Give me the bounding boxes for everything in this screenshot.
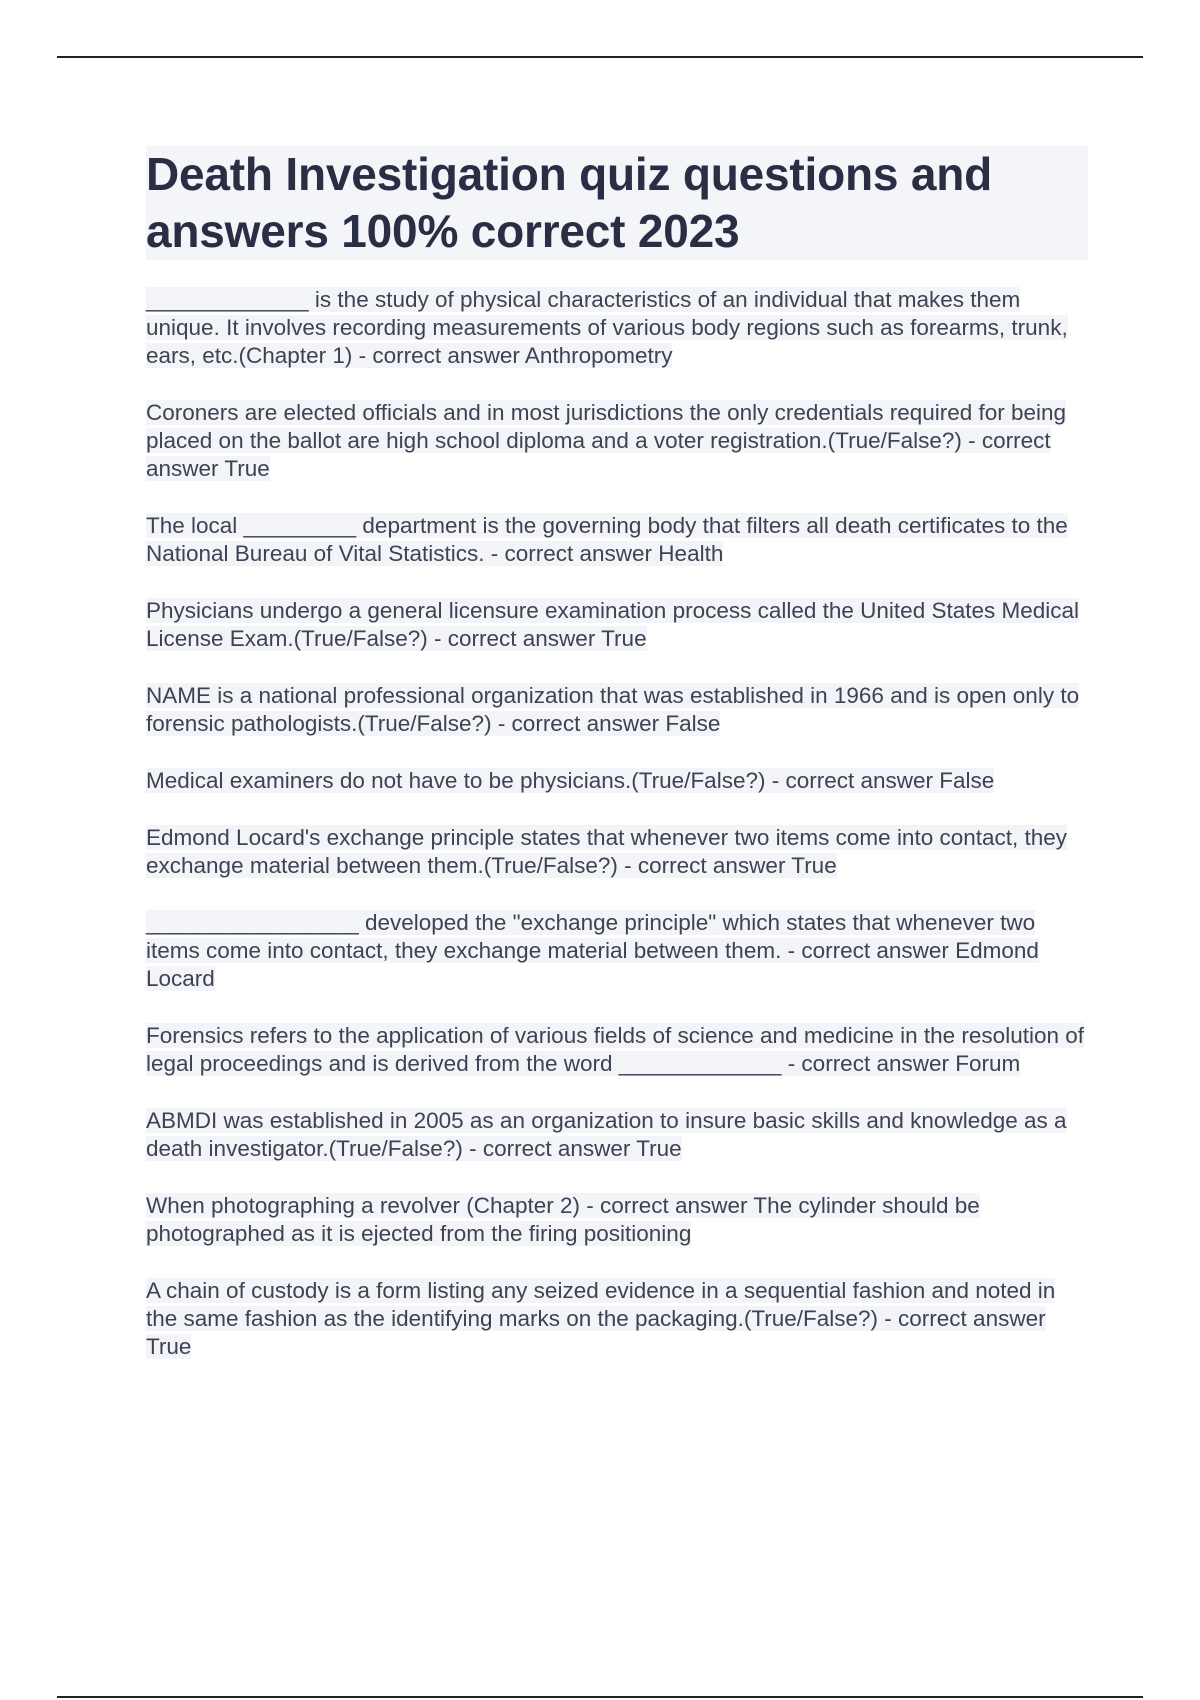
qa-list — [146, 286, 1088, 1361]
qa-item — [146, 399, 1088, 483]
qa-text: Edmond Locard's exchange principle states that whenever two items come into contact, they exchange material between them.(True/False?) - correct answer True — [146, 825, 1068, 878]
qa-text: A chain of custody is a form listing any seized evidence in a sequential fashion and noted in the same fashion as the identifying marks on the packaging.(True/False?) - correct answer True — [146, 1278, 1056, 1359]
document-title: Death Investigation quiz questions and answers 100% correct 2023 — [146, 146, 1088, 260]
qa-text: NAME is a national professional organization that was established in 1966 and is open only to forensic pathologists.(True/False?) - correct answer False — [146, 683, 1080, 736]
document-body — [146, 146, 1088, 1390]
top-rule — [57, 56, 1143, 58]
qa-item — [146, 824, 1088, 880]
qa-item — [146, 1277, 1088, 1361]
qa-text: Medical examiners do not have to be physicians.(True/False?) - correct answer False — [146, 768, 995, 793]
qa-item — [146, 597, 1088, 653]
qa-text: The local _________ department is the governing body that filters all death certificates to the National Bureau of Vital Statistics. - correct answer Health — [146, 513, 1068, 566]
qa-text: Forensics refers to the application of various fields of science and medicine in the resolution of legal proceedings and is derived from the word _____________ - correct answer Forum — [146, 1023, 1085, 1076]
qa-item — [146, 1192, 1088, 1248]
qa-text: Physicians undergo a general licensure examination process called the United States Medical License Exam.(True/False?) - correct answer True — [146, 598, 1080, 651]
qa-text: _____________ is the study of physical characteristics of an individual that makes them unique. It involves recording measurements of various body regions such as forearms, trunk, ears, etc.(Chapter 1) - correct answer Anthropometry — [146, 287, 1068, 368]
qa-text: Coroners are elected officials and in most jurisdictions the only credentials required for being placed on the ballot are high school diploma and a voter registration.(True/False?) - correct answer True — [146, 400, 1067, 481]
qa-item — [146, 286, 1088, 370]
qa-text: When photographing a revolver (Chapter 2) - correct answer The cylinder should be photographed as it is ejected from the firing positioning — [146, 1193, 980, 1246]
bottom-rule — [57, 1696, 1143, 1698]
qa-item — [146, 1107, 1088, 1163]
qa-item — [146, 767, 1088, 795]
qa-item — [146, 512, 1088, 568]
qa-text: ABMDI was established in 2005 as an organization to insure basic skills and knowledge as a death investigator.(True/False?) - correct answer True — [146, 1108, 1067, 1161]
qa-item — [146, 909, 1088, 993]
qa-item — [146, 1022, 1088, 1078]
qa-item — [146, 682, 1088, 738]
qa-text: _________________ developed the "exchange principle" which states that whenever two items come into contact, they exchange material between them. - correct answer Edmond Locard — [146, 910, 1039, 991]
